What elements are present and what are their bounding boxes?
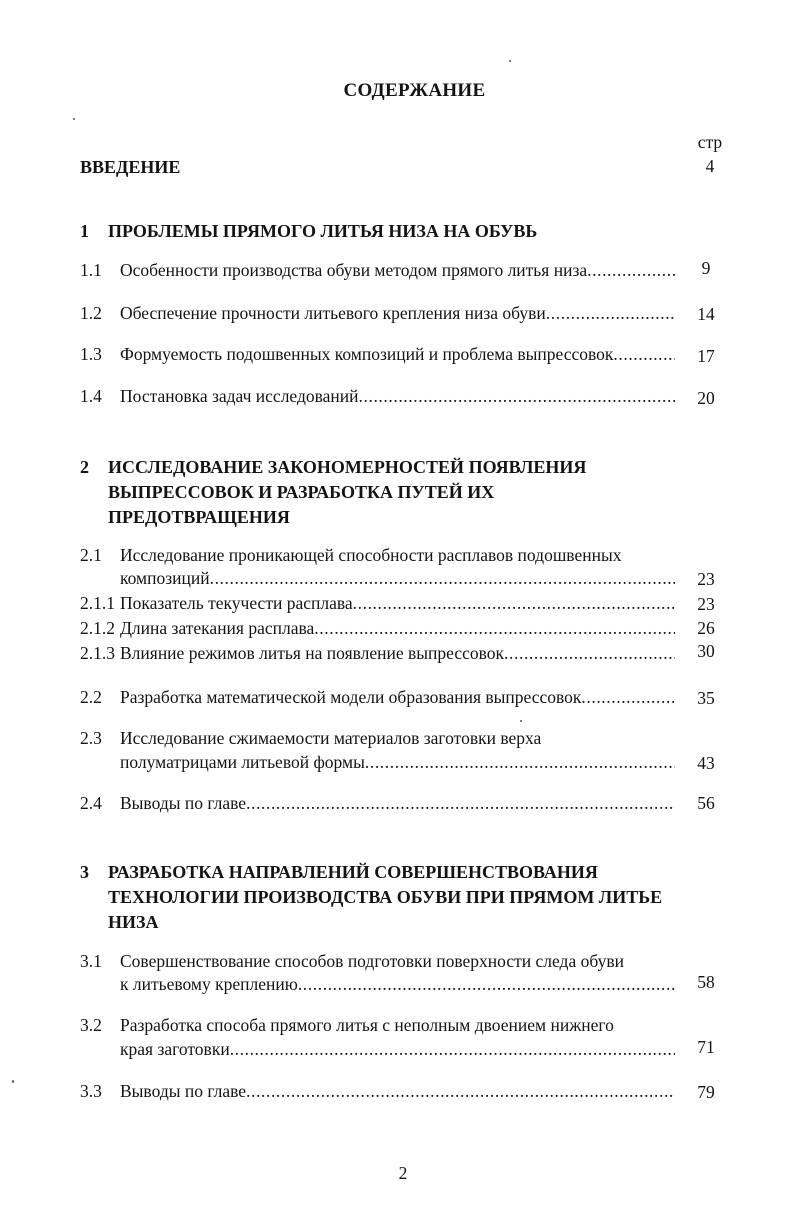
entry-number: 2.1.1 bbox=[80, 593, 115, 613]
entry-number: 2.1 bbox=[80, 545, 102, 565]
page-number: 2 bbox=[398, 1163, 408, 1183]
entry-title: Разработка способа прямого литья с неполным двоением нижнего bbox=[120, 1015, 614, 1035]
entry-title: Постановка задач исследований bbox=[120, 388, 359, 406]
dot-leader bbox=[246, 1083, 675, 1101]
entry-title: Выводы по главе bbox=[120, 795, 247, 813]
dot-leader bbox=[587, 262, 675, 280]
chapter-1-heading bbox=[80, 219, 700, 244]
entry-title-line bbox=[120, 262, 675, 280]
entry-title-line bbox=[120, 388, 675, 406]
entry-number: 3.3 bbox=[80, 1081, 102, 1101]
entry-number: 2.4 bbox=[80, 793, 102, 813]
scan-speck bbox=[509, 60, 511, 62]
chapter-title: ИССЛЕДОВАНИЕ ЗАКОНОМЕРНОСТЕЙ ПОЯВЛЕНИЯ ВЫПРЕССОВОК И РАЗРАБОТКА ПУТЕЙ ИХ ПРЕДОТВРАЩЕНИЯ bbox=[108, 457, 587, 527]
dot-leader bbox=[546, 305, 675, 323]
entry-page-1-2: 14 bbox=[697, 304, 715, 324]
dot-leader bbox=[365, 754, 675, 772]
entry-title-line bbox=[120, 620, 675, 638]
entry-title: Формуемость подошвенных композиций и проблема выпрессовок bbox=[120, 346, 614, 364]
intro-title: ВВЕДЕНИЕ bbox=[80, 157, 181, 177]
entry-number: 2.1.3 bbox=[80, 643, 115, 663]
dot-leader bbox=[246, 795, 675, 813]
entry-title-continuation bbox=[120, 754, 675, 772]
chapter-title: РАЗРАБОТКА НАПРАВЛЕНИЙ СОВЕРШЕНСТВОВАНИЯ ТЕХНОЛОГИИ ПРОИЗВОДСТВА ОБУВИ ПРИ ПРЯМОМ ЛИТЬЕ НИЗА bbox=[108, 862, 663, 932]
entry-title-line bbox=[120, 305, 675, 323]
dot-leader bbox=[314, 620, 675, 638]
chapter-number: 3 bbox=[80, 862, 89, 882]
chapter-2-heading bbox=[80, 455, 670, 530]
entry-title: Особенности производства обуви методом прямого литья низа bbox=[120, 262, 588, 280]
entry-page-2-1-1: 23 bbox=[697, 594, 715, 614]
entry-page-1-1: 9 bbox=[701, 258, 711, 278]
scan-speck bbox=[520, 720, 522, 722]
entry-number: 1.4 bbox=[80, 386, 102, 406]
entry-number: 3.1 bbox=[80, 951, 102, 971]
entry-title: Совершенствование способов подготовки поверхности следа обуви bbox=[120, 951, 624, 971]
chapter-3-heading bbox=[80, 860, 680, 935]
entry-page-3-2: 71 bbox=[697, 1037, 715, 1057]
intro-page: 4 bbox=[705, 156, 715, 176]
entry-title-line bbox=[120, 346, 675, 364]
entry-page-3-3: 79 bbox=[697, 1082, 715, 1102]
entry-page-2-1: 23 bbox=[697, 569, 715, 589]
scan-speck bbox=[12, 1080, 14, 1083]
entry-title: Влияние режимов литья на появление выпрессовок bbox=[120, 645, 505, 663]
entry-page-3-1: 58 bbox=[697, 972, 715, 992]
dot-leader bbox=[298, 976, 675, 994]
page-title: СОДЕРЖАНИЕ bbox=[343, 80, 486, 101]
entry-title-line2: к литьевому креплению bbox=[120, 976, 298, 994]
entry-title: Исследование проникающей способности расплавов подошвенных bbox=[120, 545, 622, 565]
entry-number: 3.2 bbox=[80, 1015, 102, 1035]
entry-title: Выводы по главе bbox=[120, 1083, 247, 1101]
dot-leader bbox=[504, 645, 675, 663]
entry-number: 1.2 bbox=[80, 303, 102, 323]
dot-leader bbox=[230, 1041, 675, 1059]
entry-page-2-2: 35 bbox=[697, 688, 715, 708]
entry-page-2-1-3: 30 bbox=[697, 641, 715, 661]
chapter-title: ПРОБЛЕМЫ ПРЯМОГО ЛИТЬЯ НИЗА НА ОБУВЬ bbox=[108, 221, 538, 241]
entry-title-continuation bbox=[120, 976, 675, 994]
entry-title: Исследование сжимаемости материалов заготовки верха bbox=[120, 728, 542, 748]
entry-title-line bbox=[120, 645, 675, 663]
dot-leader bbox=[359, 388, 675, 406]
entry-title-line bbox=[120, 795, 675, 813]
entry-number: 1.1 bbox=[80, 260, 102, 280]
entry-title-line2: края заготовки bbox=[120, 1041, 230, 1059]
entry-title: Обеспечение прочности литьевого крепления низа обуви bbox=[120, 305, 546, 323]
entry-title-line2: полуматрицами литьевой формы bbox=[120, 754, 365, 772]
entry-title-continuation bbox=[120, 1041, 675, 1059]
entry-title-line bbox=[120, 1083, 675, 1101]
dot-leader bbox=[613, 346, 675, 364]
chapter-number: 1 bbox=[80, 221, 89, 241]
dot-leader bbox=[353, 595, 675, 613]
entry-number: 2.1.2 bbox=[80, 618, 115, 638]
entry-number: 2.2 bbox=[80, 687, 102, 707]
entry-page-2-1-2: 26 bbox=[697, 618, 715, 638]
entry-page-2-4: 56 bbox=[697, 793, 715, 813]
chapter-number: 2 bbox=[80, 457, 89, 477]
scan-speck bbox=[73, 118, 75, 120]
entry-title-line bbox=[120, 595, 675, 613]
entry-title: Показатель текучести расплава bbox=[120, 595, 353, 613]
entry-title: Длина затекания расплава bbox=[120, 620, 315, 638]
entry-page-1-3: 17 bbox=[697, 346, 715, 366]
dot-leader bbox=[581, 689, 675, 707]
entry-page-2-3: 43 bbox=[697, 753, 715, 773]
entry-number: 1.3 bbox=[80, 344, 102, 364]
entry-title-line bbox=[120, 689, 675, 707]
dot-leader bbox=[210, 570, 675, 588]
entry-title-continuation bbox=[120, 570, 675, 588]
entry-page-1-4: 20 bbox=[697, 388, 715, 408]
entry-title: Разработка математической модели образования выпрессовок bbox=[120, 689, 582, 707]
page-column-label: стр bbox=[697, 132, 723, 152]
entry-title-line2: композиций bbox=[120, 570, 210, 588]
entry-number: 2.3 bbox=[80, 728, 102, 748]
